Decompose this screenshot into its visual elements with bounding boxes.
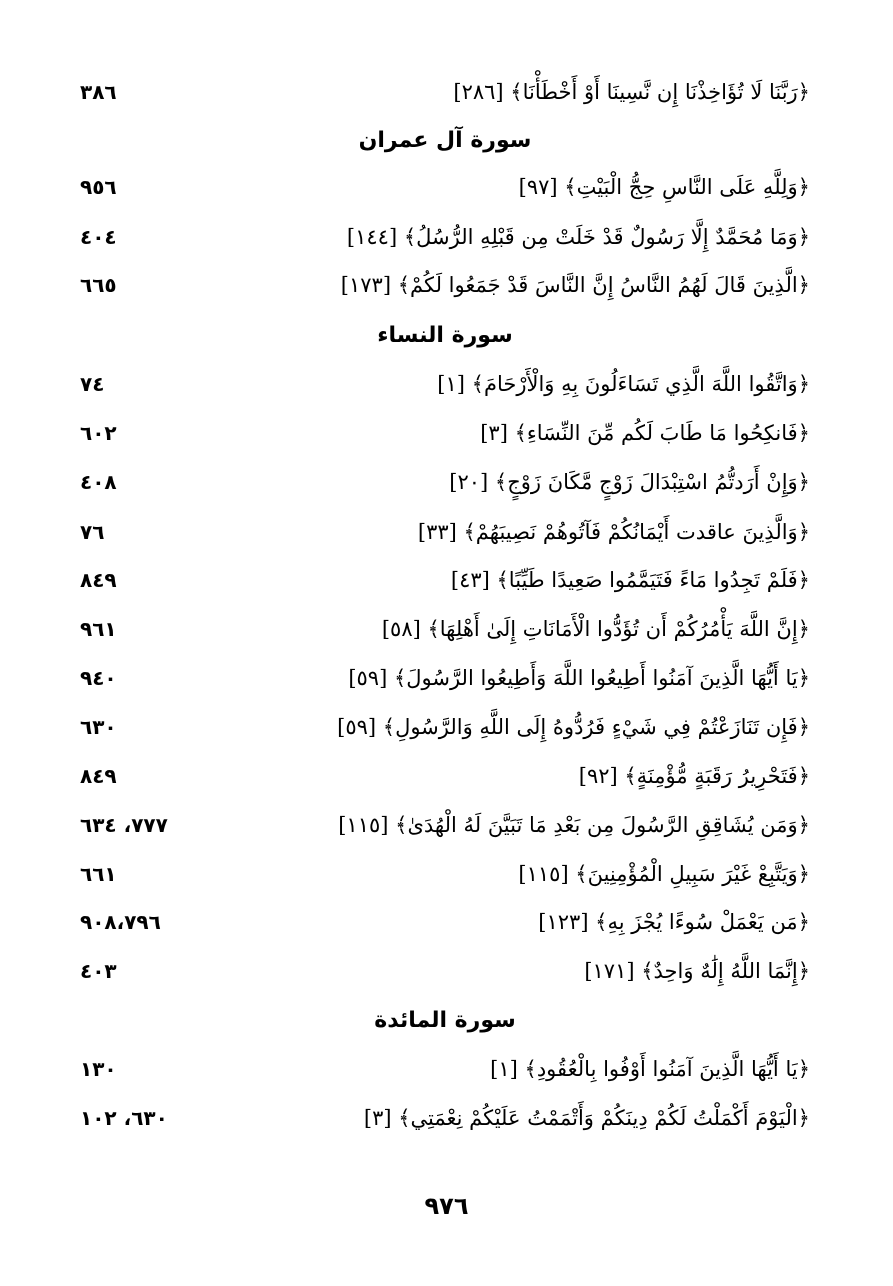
page-references: ٦٣٠، ١٠٢ <box>80 1106 168 1130</box>
verse-text: ﴿وَاتَّقُوا اللَّهَ الَّذِي تَسَاءَلُونَ بِهِ وَالْأَرْحَامَ﴾ [١] <box>437 372 810 396</box>
verse-text: ﴿يَا أَيُّهَا الَّذِينَ آمَنُوا أَطِيعُوا اللَّهَ وَأَطِيعُوا الرَّسُولَ﴾ [٥٩] <box>348 666 810 690</box>
index-entry <box>80 215 810 259</box>
index-entry <box>80 460 810 504</box>
page-references: ٧٧٧، ٦٣٤ <box>80 813 168 837</box>
index-entry <box>80 1047 810 1091</box>
verse-text: ﴿فَانكِحُوا مَا طَابَ لَكُم مِّنَ النِّسَاءِ﴾ [٣] <box>480 421 810 445</box>
verse-text: ﴿فَإِن تَنَازَعْتُمْ فِي شَيْءٍ فَرُدُّوهُ إِلَى اللَّهِ وَالرَّسُولِ﴾ [٥٩] <box>337 715 810 739</box>
page-references: ٣٨٦ <box>80 80 117 104</box>
page-references: ٩٠٨،٧٩٦ <box>80 910 161 934</box>
page-references: ٦٣٠ <box>80 715 117 739</box>
page-references: ٦٦١ <box>80 862 117 886</box>
verse-text: ﴿فَلَمْ تَجِدُوا مَاءً فَتَيَمَّمُوا صَعِيدًا طَيِّبًا﴾ [٤٣] <box>450 568 810 592</box>
verse-text: ﴿الَّذِينَ قَالَ لَهُمُ النَّاسُ إِنَّ النَّاسَ قَدْ جَمَعُوا لَكُمْ﴾ [١٧٣] <box>340 273 810 297</box>
index-entry <box>80 656 810 700</box>
index-entry <box>80 362 810 406</box>
page-references: ٦٦٥ <box>80 273 117 297</box>
verse-text: ﴿وَالَّذِينَ عاقدت أَيْمَانُكُمْ فَآتُوهُمْ نَصِيبَهُمْ﴾ [٣٣] <box>417 520 810 544</box>
page-references: ١٣٠ <box>80 1057 117 1081</box>
verse-text: ﴿وَمَن يُشَاقِقِ الرَّسُولَ مِن بَعْدِ مَا تَبَيَّنَ لَهُ الْهُدَىٰ﴾ [١١٥] <box>338 813 810 837</box>
page-references: ٩٦١ <box>80 617 117 641</box>
index-entry <box>80 165 810 209</box>
index-entry <box>80 558 810 602</box>
page-references: ٩٤٠ <box>80 666 117 690</box>
verse-text: ﴿وَمَا مُحَمَّدٌ إِلَّا رَسُولٌ قَدْ خَلَتْ مِن قَبْلِهِ الرُّسُلُ﴾ [١٤٤] <box>346 225 810 249</box>
verse-text: ﴿وَإِنْ أَرَدتُّمُ اسْتِبْدَالَ زَوْجٍ مَّكَانَ زَوْجٍ﴾ [٢٠] <box>449 470 810 494</box>
page-references: ٩٥٦ <box>80 175 117 199</box>
page-references: ٦٠٢ <box>80 421 117 445</box>
index-entry <box>80 852 810 896</box>
index-entry <box>80 949 810 993</box>
page-references: ٤٠٨ <box>80 470 117 494</box>
page-references: ٨٤٩ <box>80 764 117 788</box>
page-references: ٨٤٩ <box>80 568 117 592</box>
surah-heading: سورة المائدة <box>374 1007 516 1033</box>
index-entry <box>80 705 810 749</box>
page-references: ٤٠٤ <box>80 225 117 249</box>
index-entry <box>80 70 810 114</box>
index-entry <box>80 900 810 944</box>
page-number: ٩٧٦ <box>424 1192 469 1220</box>
index-entry <box>80 411 810 455</box>
index-entry <box>80 754 810 798</box>
index-entry <box>80 263 810 307</box>
verse-text: ﴿إِنَّمَا اللَّهُ إِلَٰهٌ وَاحِدٌ﴾ [١٧١] <box>584 959 810 983</box>
page-references: ٧٤ <box>80 372 105 396</box>
verse-text: ﴿مَن يَعْمَلْ سُوءًا يُجْزَ بِهِ﴾ [١٢٣] <box>538 910 810 934</box>
surah-heading: سورة النساء <box>377 322 513 348</box>
verse-text: ﴿وَلِلَّهِ عَلَى النَّاسِ حِجُّ الْبَيْتِ﴾ [٩٧] <box>518 175 810 199</box>
index-entry <box>80 803 810 847</box>
page-references: ٧٦ <box>80 520 105 544</box>
verse-text: ﴿الْيَوْمَ أَكْمَلْتُ لَكُمْ دِينَكُمْ وَأَتْمَمْتُ عَلَيْكُمْ نِعْمَتِي﴾ [٣] <box>363 1106 810 1130</box>
verse-text: ﴿فَتَحْرِيرُ رَقَبَةٍ مُّؤْمِنَةٍ﴾ [٩٢] <box>578 764 810 788</box>
index-entry <box>80 607 810 651</box>
surah-heading: سورة آل عمران <box>358 127 532 153</box>
index-entry <box>80 510 810 554</box>
verse-text: ﴿إِنَّ اللَّهَ يَأْمُرُكُمْ أَن تُؤَدُّوا الْأَمَانَاتِ إِلَىٰ أَهْلِهَا﴾ [٥٨] <box>381 617 810 641</box>
index-entry <box>80 1096 810 1140</box>
verse-text: ﴿رَبَّنَا لَا تُؤَاخِذْنَا إِن نَّسِينَا أَوْ أَخْطَأْنَا﴾ [٢٨٦] <box>453 80 810 104</box>
verse-text: ﴿وَيَتَّبِعْ غَيْرَ سَبِيلِ الْمُؤْمِنِينَ﴾ [١١٥] <box>518 862 810 886</box>
verse-text: ﴿يَا أَيُّهَا الَّذِينَ آمَنُوا أَوْفُوا بِالْعُقُودِ﴾ [١] <box>490 1057 810 1081</box>
page-references: ٤٠٣ <box>80 959 117 983</box>
